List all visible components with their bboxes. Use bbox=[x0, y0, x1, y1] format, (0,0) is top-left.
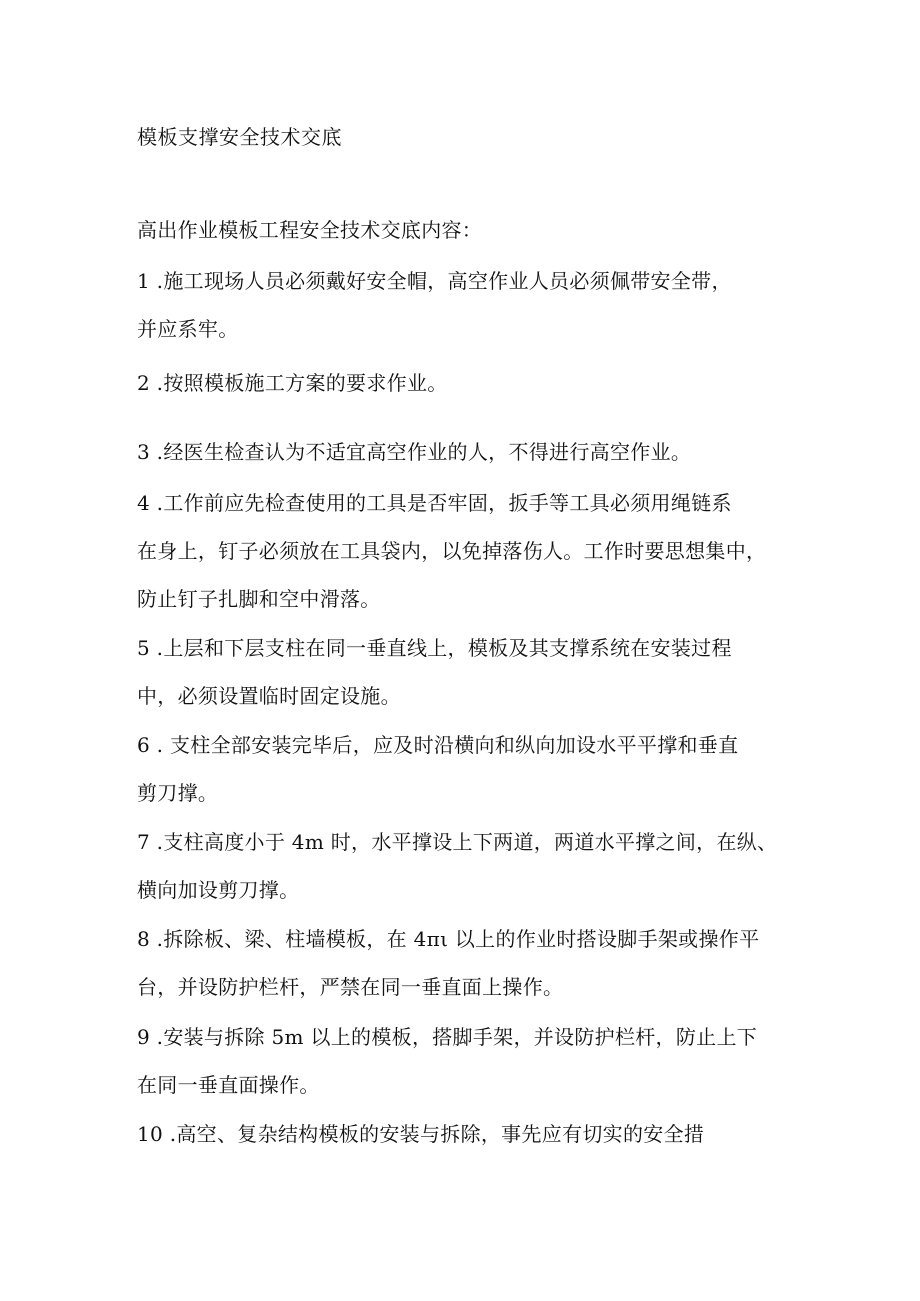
list-item-2 bbox=[137, 367, 787, 415]
list-item-line: 防止钉子扎脚和空中滑落。 bbox=[137, 587, 381, 611]
list-item-4 bbox=[137, 487, 787, 631]
list-item-8 bbox=[137, 923, 787, 1019]
list-item-9 bbox=[137, 1021, 787, 1117]
list-item-line: 8 .拆除板、梁、柱墙模板，在 4πι 以上的作业时搭设脚手架或操作平 bbox=[137, 927, 760, 951]
list-item-7 bbox=[137, 826, 787, 922]
list-item-line: 并应系牢。 bbox=[137, 317, 239, 341]
list-item-3 bbox=[137, 436, 787, 484]
intro-text: 高出作业模板工程安全技术交底内容： bbox=[137, 218, 483, 242]
list-item-line: 台，并设防护栏杆，严禁在同一垂直面上操作。 bbox=[137, 975, 564, 999]
list-item-line: 4 .工作前应先检查使用的工具是否牢固，扳手等工具必须用绳链系 bbox=[137, 491, 732, 515]
list-item-line: 剪刀撑。 bbox=[137, 781, 219, 805]
intro-paragraph bbox=[137, 214, 787, 262]
list-item-line: 5 .上层和下层支柱在同一垂直线上，模板及其支撑系统在安装过程 bbox=[137, 636, 732, 660]
list-item-line: 7 .支柱高度小于 4m 时，水平撑设上下两道，两道水平撑之间，在纵、 bbox=[137, 830, 778, 854]
list-item-1 bbox=[137, 265, 787, 361]
list-item-line: 在身上，钉子必须放在工具袋内，以免掉落伤人。工作时要思想集中， bbox=[137, 539, 767, 563]
list-item-10 bbox=[137, 1118, 787, 1166]
list-item-5 bbox=[137, 632, 787, 728]
list-item-line: 6 . 支柱全部安装完毕后，应及时沿横向和纵向加设水平平撑和垂直 bbox=[137, 733, 739, 757]
list-item-line: 横向加设剪刀撑。 bbox=[137, 878, 300, 902]
list-item-line: 在同一垂直面操作。 bbox=[137, 1073, 320, 1097]
list-item-line: 2 .按照模板施工方案的要求作业。 bbox=[137, 371, 448, 395]
document-title: 模板支撑安全技术交底 bbox=[137, 125, 342, 149]
list-item-line: 中，必须设置临时固定设施。 bbox=[137, 684, 401, 708]
list-item-6 bbox=[137, 729, 787, 825]
list-item-line: 10 .高空、复杂结构模板的安装与拆除，事先应有切实的安全措 bbox=[137, 1122, 705, 1146]
list-item-line: 9 .安装与拆除 5m 以上的模板，搭脚手架，并设防护栏杆，防止上下 bbox=[137, 1025, 758, 1049]
list-item-line: 1 .施工现场人员必须戴好安全帽，高空作业人员必须佩带安全带， bbox=[137, 269, 732, 293]
list-item-line: 3 .经医生检查认为不适宜高空作业的人，不得进行高空作业。 bbox=[137, 440, 692, 464]
